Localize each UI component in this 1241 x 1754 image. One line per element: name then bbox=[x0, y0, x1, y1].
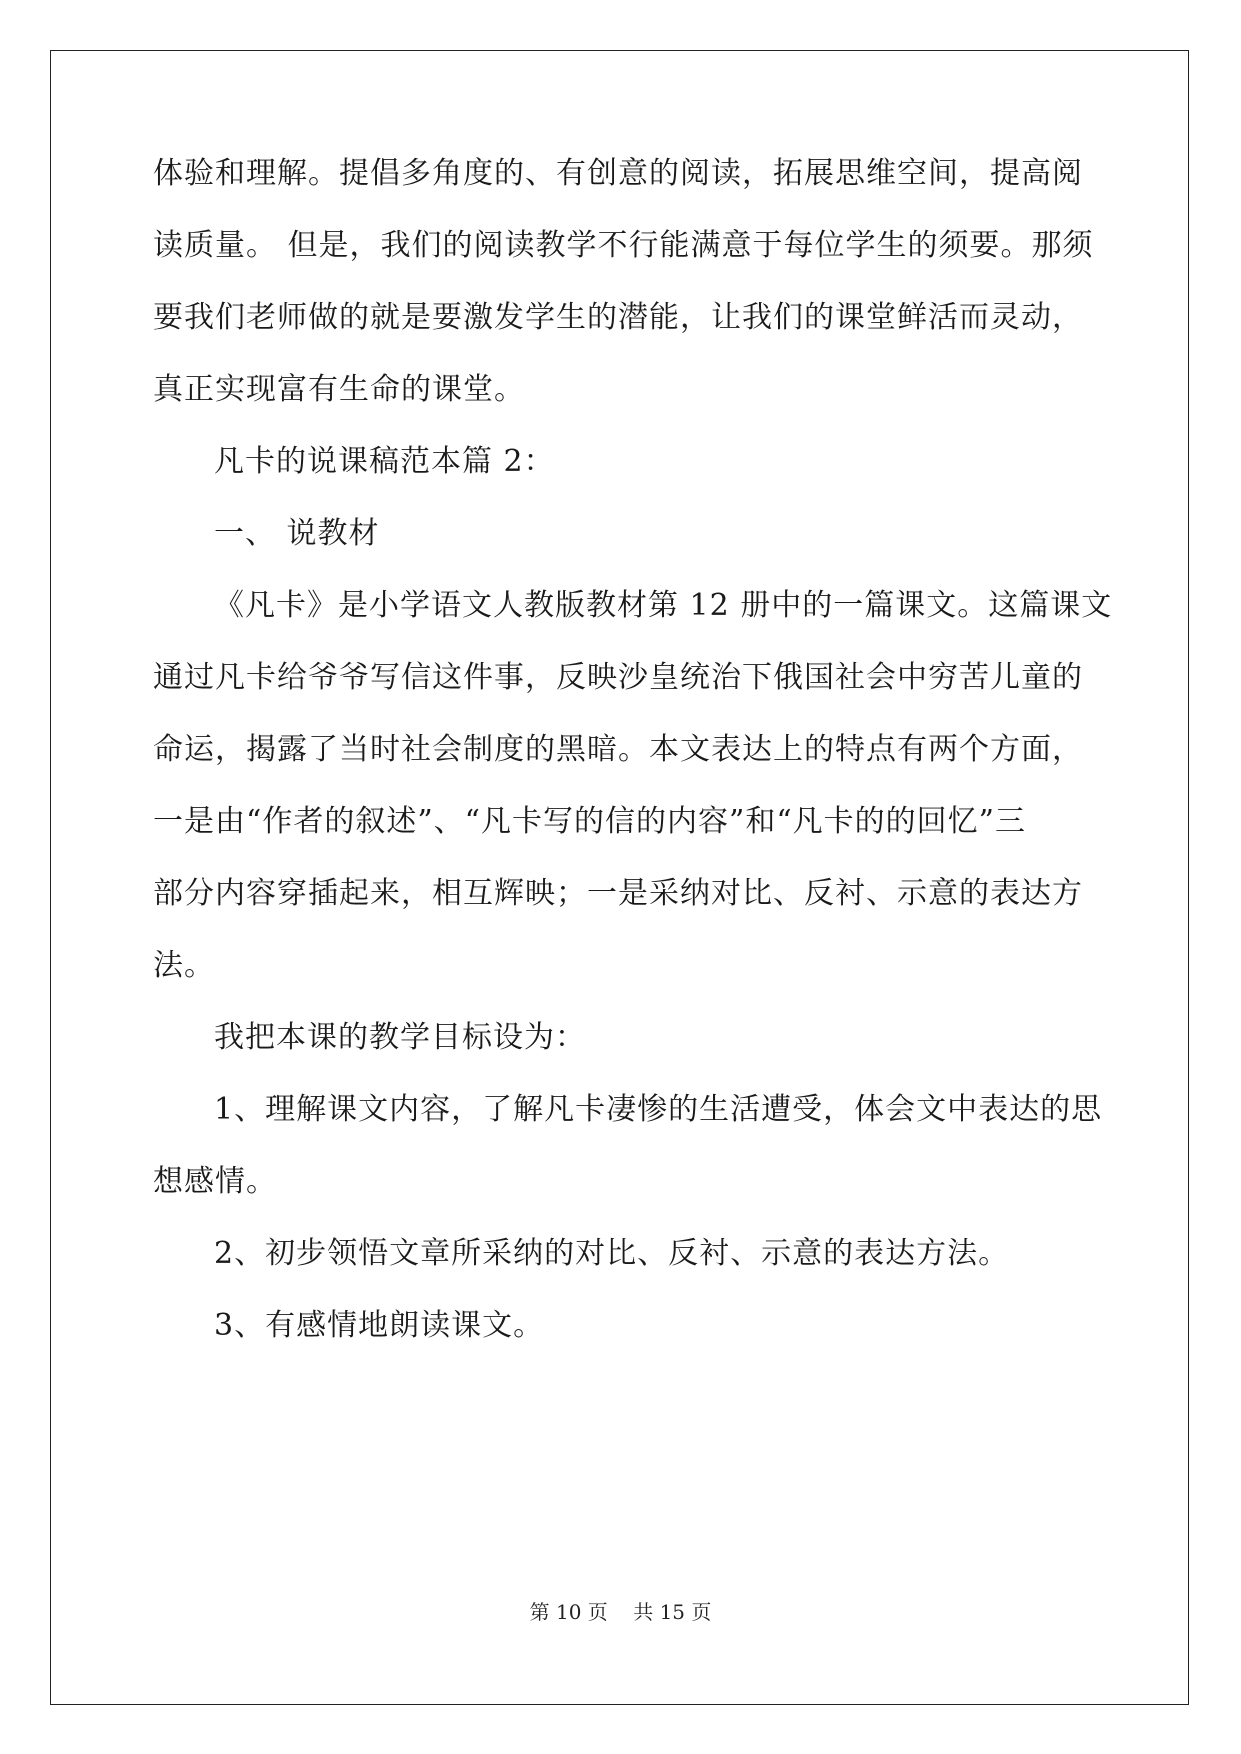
list-item: 2、初步领悟文章所采纳的对比、反衬、示意的表达方法。 bbox=[214, 1236, 1010, 1271]
text-line: 要我们老师做的就是要激发学生的潜能，让我们的课堂鲜活而灵动， bbox=[153, 300, 1083, 335]
footer-separator bbox=[608, 1600, 633, 1624]
list-item: 3、有感情地朗读课文。 bbox=[214, 1308, 545, 1343]
page-footer bbox=[0, 1600, 1241, 1624]
text-line: 体验和理解。提倡多角度的、有创意的阅读，拓展思维空间，提高阅 bbox=[153, 156, 1083, 191]
text-line: 法。 bbox=[153, 948, 215, 983]
current-page-label: 第 10 页 bbox=[529, 1600, 608, 1624]
text-line: 想感情。 bbox=[153, 1164, 277, 1199]
text-line: 命运，揭露了当时社会制度的黑暗。本文表达上的特点有两个方面， bbox=[153, 732, 1083, 767]
text-line: 一是由“作者的叙述”、“凡卡写的信的内容”和“凡卡的的回忆”三 bbox=[153, 804, 1027, 839]
text-line: 通过凡卡给爷爷写信这件事，反映沙皇统治下俄国社会中穷苦儿童的 bbox=[153, 660, 1083, 695]
list-item: 1、理解课文内容，了解凡卡凄惨的生活遭受，体会文中表达的思 bbox=[214, 1092, 1103, 1127]
section-heading: 凡卡的说课稿范本篇 2： bbox=[214, 444, 555, 479]
total-pages-label: 共 15 页 bbox=[633, 1600, 712, 1624]
text-line: 我把本课的教学目标设为： bbox=[214, 1020, 586, 1055]
text-line: 读质量。 但是，我们的阅读教学不行能满意于每位学生的须要。那须 bbox=[153, 228, 1094, 263]
text-line: 真正实现富有生命的课堂。 bbox=[153, 372, 525, 407]
text-line: 部分内容穿插起来，相互辉映；一是采纳对比、反衬、示意的表达方 bbox=[153, 876, 1083, 911]
subsection-heading: 一、 说教材 bbox=[214, 516, 380, 551]
text-line: 《凡卡》是小学语文人教版教材第 12 册中的一篇课文。这篇课文 bbox=[214, 588, 1113, 623]
